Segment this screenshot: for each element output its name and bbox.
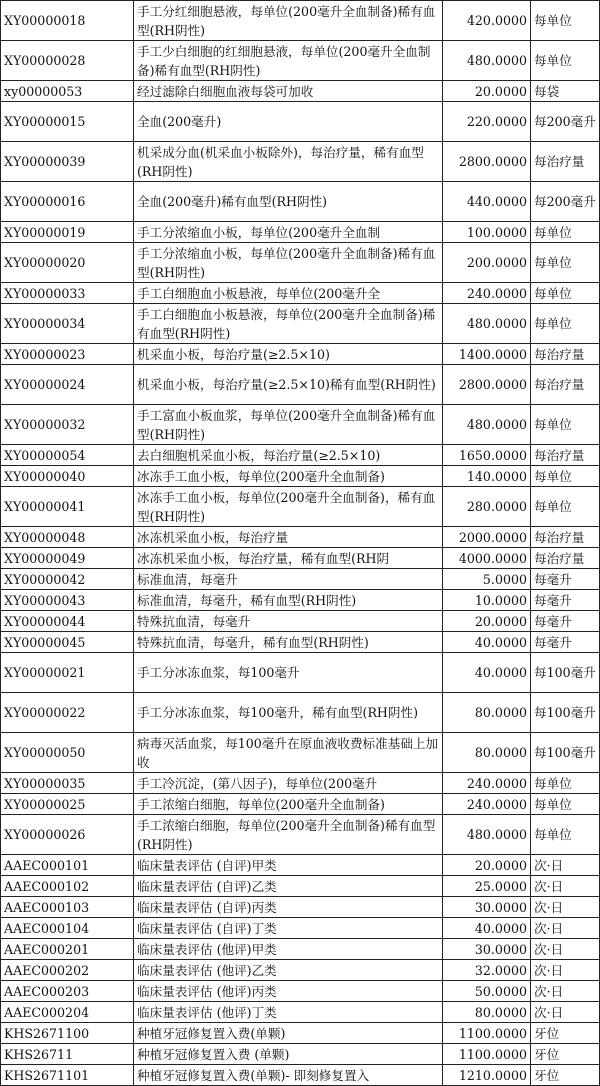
code-cell: AAEC000102: [1, 876, 134, 897]
price-cell: 480.0000: [443, 815, 531, 855]
table-row: [1, 466, 600, 487]
name-cell: 冰冻手工血小板，每单位(200毫升全血制备)，稀有血型(RH阴性): [134, 487, 443, 527]
price-cell: 140.0000: [443, 466, 531, 487]
table-row: [1, 1023, 600, 1044]
code-cell: XY00000018: [1, 1, 134, 41]
price-cell: 220.0000: [443, 102, 531, 142]
fee-table-body: [1, 1, 600, 1086]
name-cell: 手工白细胞血小板悬液，每单位(200毫升全: [134, 283, 443, 304]
price-cell: 20.0000: [443, 81, 531, 102]
name-cell: 机采血小板，每治疗量(≥2.5×10)稀有血型(RH阴性): [134, 365, 443, 405]
price-cell: 20.0000: [443, 855, 531, 876]
table-row: [1, 733, 600, 773]
unit-cell: 每单位: [531, 243, 600, 283]
name-cell: 特殊抗血清，每毫升，稀有血型(RH阴性): [134, 632, 443, 653]
name-cell: 病毒灭活血浆，每100毫升在原血液收费标准基础上加收: [134, 733, 443, 773]
code-cell: XY00000019: [1, 222, 134, 243]
unit-cell: 每单位: [531, 283, 600, 304]
unit-cell: 每毫升: [531, 611, 600, 632]
unit-cell: 每袋: [531, 81, 600, 102]
price-cell: 2800.0000: [443, 365, 531, 405]
price-cell: 4000.0000: [443, 548, 531, 569]
code-cell: KHS2671101: [1, 1065, 134, 1086]
unit-cell: 每单位: [531, 773, 600, 794]
price-cell: 30.0000: [443, 939, 531, 960]
name-cell: 手工浓缩白细胞，每单位(200毫升全血制备)稀有血型(RH阴性): [134, 815, 443, 855]
table-row: [1, 222, 600, 243]
table-row: [1, 102, 600, 142]
table-row: [1, 304, 600, 344]
unit-cell: 每毫升: [531, 569, 600, 590]
table-row: [1, 81, 600, 102]
name-cell: 特殊抗血清，每毫升: [134, 611, 443, 632]
table-row: [1, 344, 600, 365]
code-cell: XY00000024: [1, 365, 134, 405]
name-cell: 机采成分血(机采血小板除外)，每治疗量，稀有血型(RH阴性): [134, 142, 443, 182]
price-cell: 80.0000: [443, 1002, 531, 1023]
table-row: [1, 897, 600, 918]
unit-cell: 牙位: [531, 1044, 600, 1065]
name-cell: 临床量表评估 (自评)乙类: [134, 876, 443, 897]
name-cell: 手工分浓缩血小板，每单位(200毫升全血制备)稀有血型(RH阴性): [134, 243, 443, 283]
unit-cell: 每100毫升: [531, 693, 600, 733]
code-cell: XY00000025: [1, 794, 134, 815]
unit-cell: 次·日: [531, 855, 600, 876]
unit-cell: 牙位: [531, 1065, 600, 1086]
name-cell: 手工白细胞血小板悬液，每单位(200毫升全血制备)稀有血型(RH阴性): [134, 304, 443, 344]
code-cell: AAEC000104: [1, 918, 134, 939]
code-cell: KHS2671100: [1, 1023, 134, 1044]
code-cell: AAEC000101: [1, 855, 134, 876]
price-cell: 2800.0000: [443, 142, 531, 182]
name-cell: 临床量表评估 (自评)甲类: [134, 855, 443, 876]
price-cell: 2000.0000: [443, 527, 531, 548]
code-cell: AAEC000202: [1, 960, 134, 981]
unit-cell: 每单位: [531, 487, 600, 527]
table-row: [1, 405, 600, 445]
table-row: [1, 794, 600, 815]
code-cell: XY00000015: [1, 102, 134, 142]
unit-cell: 次·日: [531, 876, 600, 897]
price-cell: 1100.0000: [443, 1044, 531, 1065]
name-cell: 冰冻机采血小板，每治疗量，稀有血型(RH阴: [134, 548, 443, 569]
unit-cell: 每单位: [531, 304, 600, 344]
table-row: [1, 548, 600, 569]
unit-cell: 每治疗量: [531, 344, 600, 365]
table-row: [1, 1, 600, 41]
code-cell: XY00000039: [1, 142, 134, 182]
name-cell: 手工浓缩白细胞，每单位(200毫升全血制备): [134, 794, 443, 815]
name-cell: 全血(200毫升): [134, 102, 443, 142]
code-cell: XY00000044: [1, 611, 134, 632]
price-cell: 30.0000: [443, 897, 531, 918]
code-cell: XY00000035: [1, 773, 134, 794]
price-cell: 480.0000: [443, 405, 531, 445]
name-cell: 全血(200毫升)稀有血型(RH阴性): [134, 182, 443, 222]
price-cell: 240.0000: [443, 794, 531, 815]
unit-cell: 每毫升: [531, 590, 600, 611]
unit-cell: 每200毫升: [531, 182, 600, 222]
unit-cell: 每单位: [531, 41, 600, 81]
table-row: [1, 365, 600, 405]
code-cell: XY00000032: [1, 405, 134, 445]
table-row: [1, 1044, 600, 1065]
code-cell: XY00000028: [1, 41, 134, 81]
price-cell: 1650.0000: [443, 445, 531, 466]
table-row: [1, 876, 600, 897]
price-cell: 80.0000: [443, 693, 531, 733]
table-row: [1, 960, 600, 981]
table-row: [1, 855, 600, 876]
code-cell: XY00000023: [1, 344, 134, 365]
name-cell: 去白细胞机采血小板，每治疗量(≥2.5×10): [134, 445, 443, 466]
name-cell: 临床量表评估 (自评)丙类: [134, 897, 443, 918]
unit-cell: 次·日: [531, 918, 600, 939]
price-cell: 32.0000: [443, 960, 531, 981]
price-cell: 240.0000: [443, 773, 531, 794]
name-cell: 标准血清，每毫升: [134, 569, 443, 590]
code-cell: XY00000043: [1, 590, 134, 611]
table-row: [1, 918, 600, 939]
unit-cell: 每毫升: [531, 632, 600, 653]
name-cell: 临床量表评估 (他评)丙类: [134, 981, 443, 1002]
table-row: [1, 487, 600, 527]
code-cell: XY00000040: [1, 466, 134, 487]
code-cell: XY00000016: [1, 182, 134, 222]
price-cell: 480.0000: [443, 304, 531, 344]
table-row: [1, 182, 600, 222]
unit-cell: 每治疗量: [531, 548, 600, 569]
name-cell: 手工分浓缩血小板，每单位(200毫升全血制: [134, 222, 443, 243]
code-cell: XY00000021: [1, 653, 134, 693]
name-cell: 手工分冰冻血浆，每100毫升，稀有血型(RH阴性): [134, 693, 443, 733]
name-cell: 临床量表评估 (自评)丁类: [134, 918, 443, 939]
code-cell: XY00000054: [1, 445, 134, 466]
unit-cell: 牙位: [531, 1023, 600, 1044]
price-cell: 480.0000: [443, 41, 531, 81]
code-cell: XY00000042: [1, 569, 134, 590]
table-row: [1, 243, 600, 283]
price-cell: 10.0000: [443, 590, 531, 611]
code-cell: xy00000053: [1, 81, 134, 102]
unit-cell: 次·日: [531, 897, 600, 918]
unit-cell: 每治疗量: [531, 527, 600, 548]
table-row: [1, 1065, 600, 1086]
table-row: [1, 773, 600, 794]
code-cell: XY00000026: [1, 815, 134, 855]
table-row: [1, 142, 600, 182]
code-cell: XY00000049: [1, 548, 134, 569]
price-cell: 40.0000: [443, 918, 531, 939]
table-row: [1, 981, 600, 1002]
price-cell: 200.0000: [443, 243, 531, 283]
name-cell: 手工分红细胞悬液，每单位(200毫升全血制备)稀有血型(RH阴性): [134, 1, 443, 41]
code-cell: XY00000022: [1, 693, 134, 733]
unit-cell: 每100毫升: [531, 653, 600, 693]
name-cell: 手工冷沉淀，(第八因子)，每单位(200毫升: [134, 773, 443, 794]
unit-cell: 次·日: [531, 939, 600, 960]
table-row: [1, 693, 600, 733]
name-cell: 临床量表评估 (他评)乙类: [134, 960, 443, 981]
unit-cell: 次·日: [531, 981, 600, 1002]
name-cell: 冰冻机采血小板，每治疗量: [134, 527, 443, 548]
price-cell: 100.0000: [443, 222, 531, 243]
price-cell: 50.0000: [443, 981, 531, 1002]
table-row: [1, 445, 600, 466]
code-cell: AAEC000203: [1, 981, 134, 1002]
price-cell: 20.0000: [443, 611, 531, 632]
table-row: [1, 653, 600, 693]
price-cell: 40.0000: [443, 653, 531, 693]
code-cell: KHS26711: [1, 1044, 134, 1065]
name-cell: 冰冻手工血小板，每单位(200毫升全血制备): [134, 466, 443, 487]
code-cell: XY00000041: [1, 487, 134, 527]
table-row: [1, 1002, 600, 1023]
table-row: [1, 815, 600, 855]
unit-cell: 每治疗量: [531, 365, 600, 405]
price-cell: 1100.0000: [443, 1023, 531, 1044]
table-row: [1, 41, 600, 81]
name-cell: 种植牙冠修复置入费 (单颗): [134, 1044, 443, 1065]
unit-cell: 每治疗量: [531, 445, 600, 466]
price-cell: 240.0000: [443, 283, 531, 304]
unit-cell: 每单位: [531, 794, 600, 815]
code-cell: AAEC000103: [1, 897, 134, 918]
table-row: [1, 527, 600, 548]
code-cell: XY00000020: [1, 243, 134, 283]
table-row: [1, 939, 600, 960]
price-cell: 40.0000: [443, 632, 531, 653]
price-cell: 440.0000: [443, 182, 531, 222]
unit-cell: 每100毫升: [531, 733, 600, 773]
price-cell: 1210.0000: [443, 1065, 531, 1086]
name-cell: 临床量表评估 (他评)甲类: [134, 939, 443, 960]
price-cell: 280.0000: [443, 487, 531, 527]
table-row: [1, 569, 600, 590]
unit-cell: 每治疗量: [531, 142, 600, 182]
code-cell: XY00000033: [1, 283, 134, 304]
name-cell: 手工分冰冻血浆，每100毫升: [134, 653, 443, 693]
name-cell: 临床量表评估 (他评)丁类: [134, 1002, 443, 1023]
code-cell: AAEC000204: [1, 1002, 134, 1023]
name-cell: 机采血小板，每治疗量(≥2.5×10): [134, 344, 443, 365]
unit-cell: 次·日: [531, 960, 600, 981]
name-cell: 经过滤除白细胞血液每袋可加收: [134, 81, 443, 102]
table-row: [1, 632, 600, 653]
code-cell: XY00000050: [1, 733, 134, 773]
name-cell: 手工富血小板血浆，每单位(200毫升全血制备)稀有血型(RH阴性): [134, 405, 443, 445]
unit-cell: 每200毫升: [531, 102, 600, 142]
code-cell: XY00000048: [1, 527, 134, 548]
price-cell: 1400.0000: [443, 344, 531, 365]
unit-cell: 每单位: [531, 405, 600, 445]
name-cell: 种植牙冠修复置入费(单颗)- 即刻修复置入: [134, 1065, 443, 1086]
price-cell: 25.0000: [443, 876, 531, 897]
unit-cell: 每单位: [531, 222, 600, 243]
name-cell: 种植牙冠修复置入费(单颗): [134, 1023, 443, 1044]
price-cell: 420.0000: [443, 1, 531, 41]
table-row: [1, 590, 600, 611]
unit-cell: 次·日: [531, 1002, 600, 1023]
unit-cell: 每单位: [531, 1, 600, 41]
price-cell: 5.0000: [443, 569, 531, 590]
price-cell: 80.0000: [443, 733, 531, 773]
code-cell: XY00000034: [1, 304, 134, 344]
unit-cell: 每单位: [531, 466, 600, 487]
code-cell: XY00000045: [1, 632, 134, 653]
table-row: [1, 283, 600, 304]
name-cell: 标准血清，每毫升，稀有血型(RH阴性): [134, 590, 443, 611]
name-cell: 手工少白细胞的红细胞悬液，每单位(200毫升全血制备)稀有血型(RH阴性): [134, 41, 443, 81]
table-row: [1, 611, 600, 632]
code-cell: AAEC000201: [1, 939, 134, 960]
unit-cell: 每单位: [531, 815, 600, 855]
